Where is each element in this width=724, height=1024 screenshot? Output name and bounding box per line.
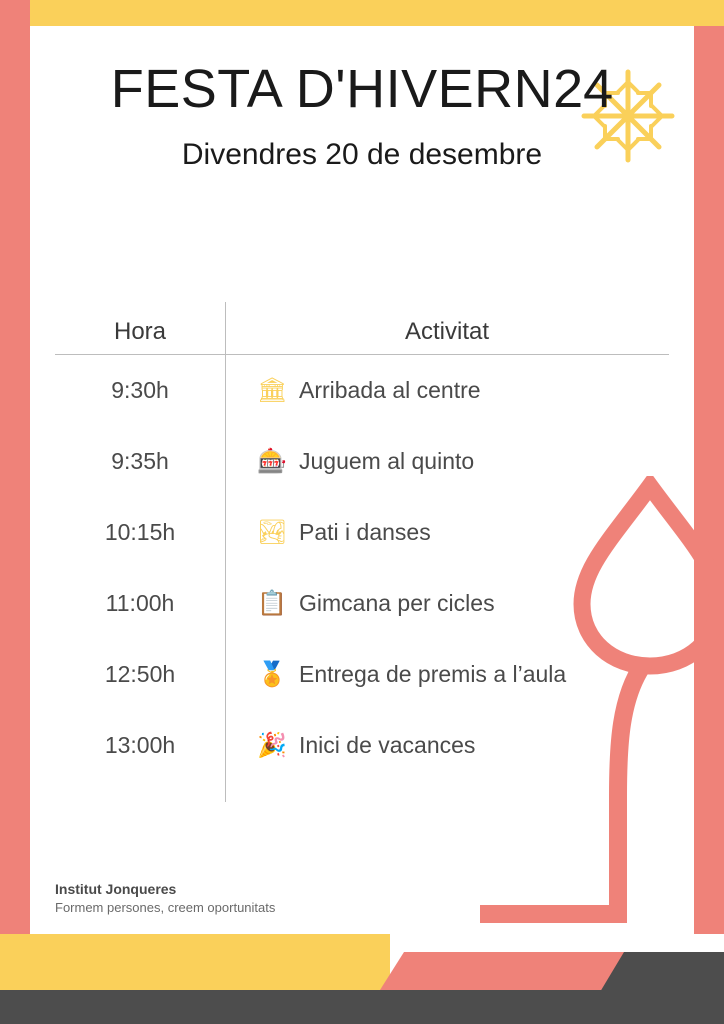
row-activity-label: Arribada al centre <box>299 377 481 403</box>
table-header-row <box>55 284 669 355</box>
top-yellow-band <box>0 0 724 26</box>
footer-institution-name: Institut Jonqueres <box>55 881 177 897</box>
footer <box>55 881 455 915</box>
bottom-gray-band <box>0 990 724 1024</box>
table-row <box>55 497 669 568</box>
header-activitat: Activitat <box>404 318 490 345</box>
row-activity-label: Entrega de premis a l’aula <box>299 661 567 687</box>
table-vertical-divider <box>225 302 226 802</box>
poster-subtitle: Divendres 20 de desembre <box>181 138 543 171</box>
row-time: 13:00h <box>104 732 176 758</box>
row-activity <box>225 377 669 404</box>
party-icon: 🎉 <box>257 731 287 759</box>
row-activity <box>225 661 669 688</box>
footer-tagline: Formem persones, creem oportunitats <box>55 900 276 915</box>
row-time: 11:00h <box>105 590 175 616</box>
row-activity-label: Pati i danses <box>299 519 431 545</box>
table-row <box>55 710 669 781</box>
table-row <box>55 639 669 710</box>
row-time: 12:50h <box>104 661 176 687</box>
bottom-yellow-band <box>0 934 390 990</box>
row-activity <box>225 732 669 759</box>
title-main-text: FESTA D'HIVERN <box>110 59 554 119</box>
clipboard-icon: 📋 <box>257 589 287 617</box>
row-activity-label: Juguem al quinto <box>299 448 475 474</box>
row-time: 9:30h <box>111 377 169 403</box>
title-year-text: 24 <box>553 59 614 119</box>
row-activity <box>225 590 669 617</box>
row-time: 10:15h <box>104 519 176 545</box>
left-pink-band <box>0 26 30 934</box>
table-row <box>55 355 669 426</box>
schedule-table <box>55 284 669 781</box>
top-left-pink-corner <box>0 0 30 26</box>
row-activity-label: Inici de vacances <box>299 732 476 758</box>
poster-content <box>30 26 694 934</box>
medal-icon: 🏅 <box>257 660 287 688</box>
row-activity <box>225 448 669 475</box>
row-time: 9:35h <box>111 448 169 474</box>
bingo-icon: 🎰 <box>257 447 287 475</box>
park-icon: 🏞 <box>257 518 288 546</box>
table-row <box>55 426 669 497</box>
poster-title <box>30 58 694 120</box>
header-hora: Hora <box>113 318 167 345</box>
table-row <box>55 568 669 639</box>
museum-icon: 🏛 <box>257 376 288 404</box>
row-activity <box>225 519 669 546</box>
row-activity-label: Gimcana per cicles <box>299 590 495 616</box>
